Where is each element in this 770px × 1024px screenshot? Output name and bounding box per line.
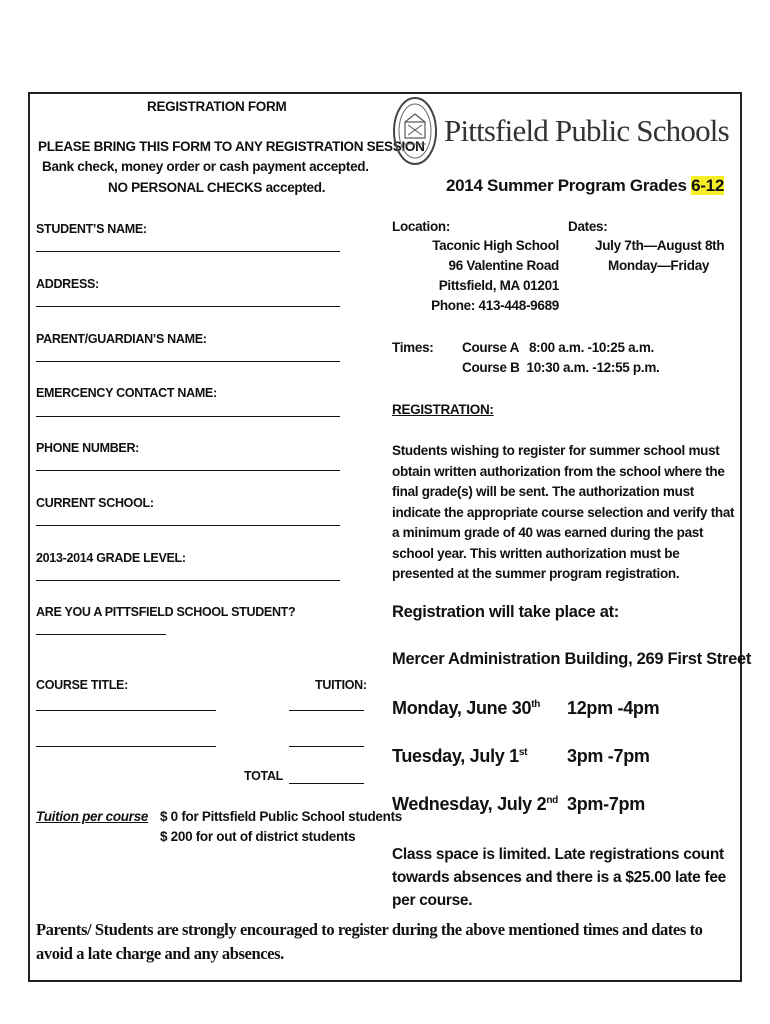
location-label: Location:: [392, 219, 451, 234]
emergency-contact-field[interactable]: [36, 416, 340, 417]
student-name-field[interactable]: [36, 251, 340, 252]
times-course-b: Course B 10:30 a.m. -12:55 p.m.: [462, 360, 660, 375]
course-title-field-2[interactable]: [36, 746, 216, 747]
location-line-city: Pittsfield, MA 01201: [438, 278, 559, 293]
tuition-local-rate: $ 0 for Pittsfield Public School students: [160, 809, 402, 824]
tuition-per-course-label: Tuition per course: [36, 809, 149, 824]
program-title: [446, 176, 724, 196]
session-day-1: [392, 698, 540, 719]
session-day-3-sup: nd: [546, 795, 558, 806]
parent-guardian-name-label: PARENT/GUARDIAN’S NAME:: [36, 332, 207, 346]
registration-place-intro: Registration will take place at:: [392, 603, 619, 621]
student-name-label: STUDENT’S NAME:: [36, 222, 147, 236]
registration-place: Mercer Administration Building, 269 First Street: [392, 650, 752, 668]
address-field[interactable]: [36, 306, 340, 307]
session-day-2-text: Tuesday, July 1: [392, 746, 519, 766]
phone-number-label: PHONE NUMBER:: [36, 441, 140, 455]
pittsfield-student-field[interactable]: [36, 634, 166, 635]
current-school-label: CURRENT SCHOOL:: [36, 496, 154, 510]
tuition-field-1[interactable]: [289, 710, 364, 711]
times-course-a: Course A 8:00 a.m. -10:25 a.m.: [462, 340, 654, 355]
form-instruction: PLEASE BRING THIS FORM TO ANY REGISTRATION SESSION: [38, 139, 425, 154]
footer-notice: Parents/ Students are strongly encouraged to register during the above mentioned times and dates to avoid a late charge and any absences.: [36, 920, 703, 963]
location-line-street: 96 Valentine Road: [448, 258, 559, 273]
tuition-out-of-district-rate: $ 200 for out of district students: [160, 829, 356, 844]
session-day-1-text: Monday, June 30: [392, 698, 532, 718]
total-label: TOTAL: [244, 769, 284, 783]
session-time-2: 3pm -7pm: [567, 746, 650, 766]
registration-instructions: Students wishing to register for summer school must obtain written authorization from the school where the final grade(s) will be sent. The authorization must indicate the appropriate course selection and verify that a minimum grade of 40 was earned during the past school year. This written authorization must be presented at the summer program registration.: [392, 443, 735, 581]
session-day-1-sup: th: [531, 699, 541, 710]
school-seal-icon: [392, 96, 438, 166]
registration-heading: REGISTRATION:: [392, 402, 494, 417]
pittsfield-student-label: ARE YOU A PITTSFIELD SCHOOL STUDENT?: [36, 605, 296, 619]
tuition-field-2[interactable]: [289, 746, 364, 747]
tuition-label: TUITION:: [315, 678, 367, 692]
session-day-3: [392, 794, 558, 815]
payment-accepted-text: Bank check, money order or cash payment accepted.: [42, 159, 369, 174]
phone-number-field[interactable]: [36, 470, 340, 471]
session-time-3: 3pm-7pm: [567, 794, 645, 814]
no-personal-checks-text: NO PERSONAL CHECKS accepted.: [108, 180, 326, 195]
current-school-field[interactable]: [36, 525, 340, 526]
emergency-contact-label: EMERCENCY CONTACT NAME:: [36, 386, 217, 400]
dates-label: Dates:: [568, 219, 608, 234]
class-space-notice: Class space is limited. Late registrations count towards absences and there is a $25.00 late fee per course.: [392, 846, 726, 909]
address-label: ADDRESS:: [36, 277, 99, 291]
dates-range: July 7th—August 8th: [595, 238, 725, 253]
grade-level-field[interactable]: [36, 580, 340, 581]
course-title-field-1[interactable]: [36, 710, 216, 711]
times-label: Times:: [392, 340, 434, 355]
program-grades-highlight: 6-12: [691, 176, 724, 195]
grade-level-label: 2013-2014 GRADE LEVEL:: [36, 551, 186, 565]
form-title: REGISTRATION FORM: [147, 99, 287, 114]
location-line-phone: Phone: 413-448-9689: [431, 298, 559, 313]
parent-guardian-name-field[interactable]: [36, 361, 340, 362]
location-line-school: Taconic High School: [432, 238, 559, 253]
session-day-2: [392, 746, 527, 767]
program-title-text: 2014 Summer Program Grades: [446, 176, 687, 195]
school-logo-wordmark: Pittsfield Public Schools: [444, 113, 729, 148]
total-field[interactable]: [289, 783, 364, 784]
session-day-2-sup: st: [518, 747, 528, 758]
session-day-3-text: Wednesday, July 2: [392, 794, 547, 814]
course-title-label: COURSE TITLE:: [36, 678, 128, 692]
dates-days: Monday—Friday: [608, 258, 710, 273]
session-time-1: 12pm -4pm: [567, 698, 660, 718]
